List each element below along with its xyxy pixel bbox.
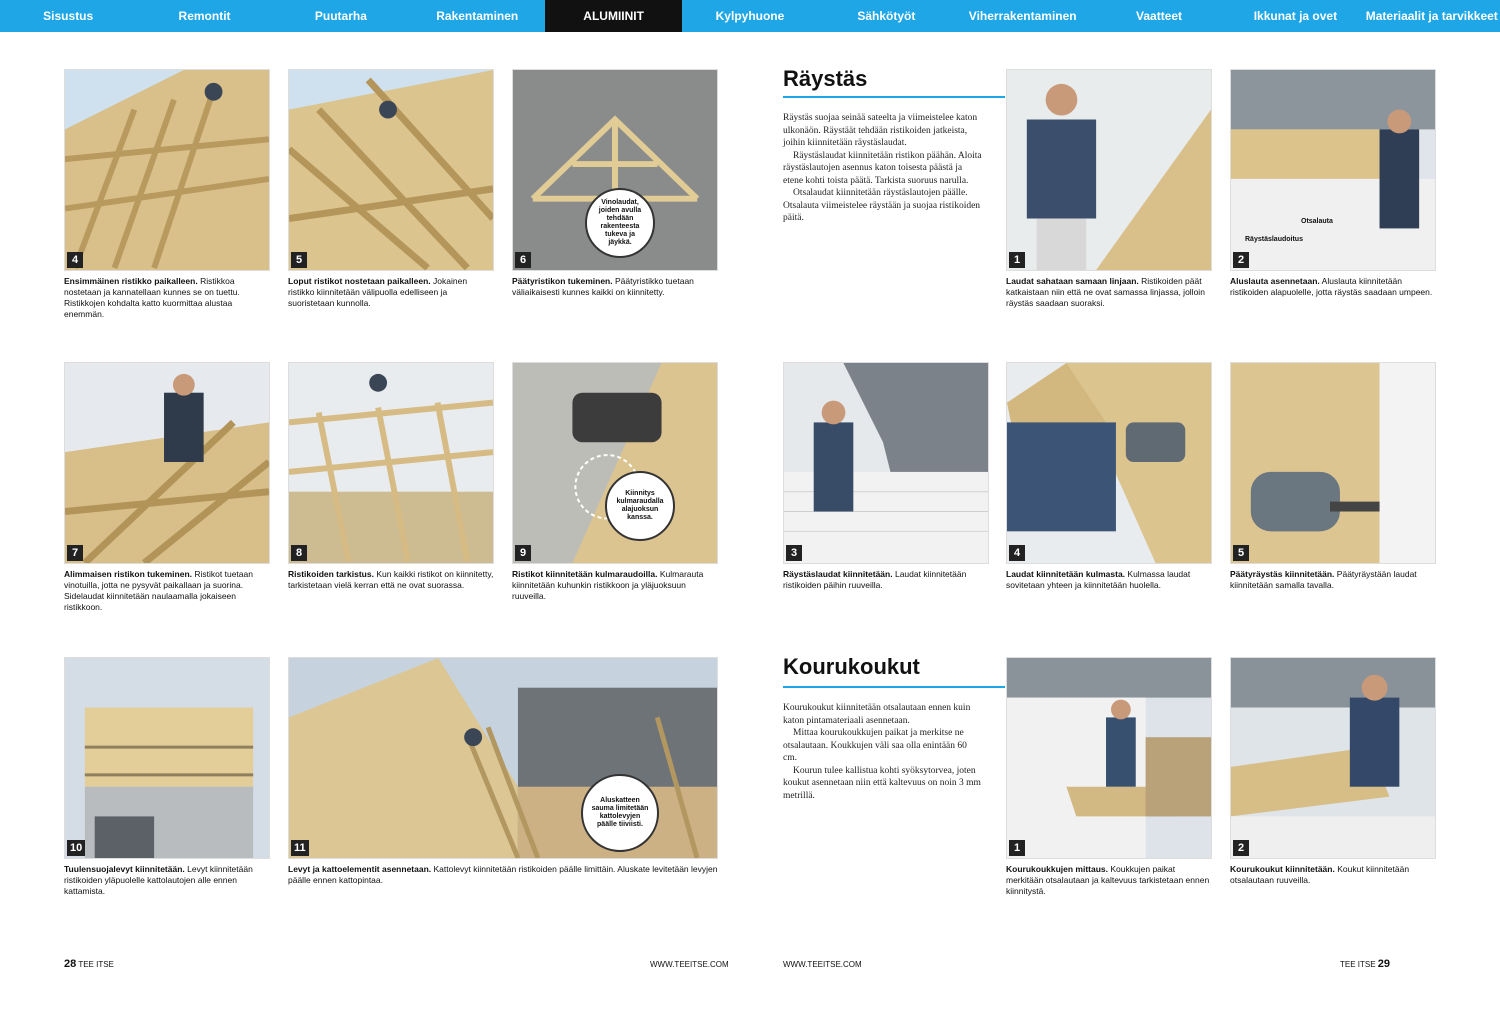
caption-step-10 bbox=[64, 864, 270, 897]
caption-bold: Kourukoukkujen mittaus. bbox=[1006, 864, 1109, 874]
section-title-kourukoukut: Kourukoukut bbox=[783, 654, 920, 679]
body-paragraph: Räystäslaudat kiinnitetään ristikon päähän. Aloita räystäslautojen asennus katon toisesta päästä ja etene kohti toista päätä. Tarkista suoruus narulla. bbox=[783, 150, 982, 186]
caption-bold: Aluslauta asennetaan. bbox=[1230, 276, 1320, 286]
photo-raystas-step-4 bbox=[1006, 362, 1212, 564]
caption-bold: Päätyristikon tukeminen. bbox=[512, 276, 613, 286]
step-number: 7 bbox=[67, 545, 83, 561]
photo-raystas-step-2 bbox=[1230, 69, 1436, 271]
caption-step-4 bbox=[64, 276, 270, 320]
photo-kouru-2-image bbox=[1231, 658, 1435, 858]
nav-item-alumiinit[interactable]: ALUMIINIT bbox=[545, 0, 681, 32]
caption-step-11 bbox=[288, 864, 718, 886]
body-paragraph: Räystäs suojaa seinää sateelta ja viimeistelee katon ulkonäön. Räystäät tehdään ristikoiden jatkeista, joihin kiinnitetään räystäslaudat. bbox=[783, 113, 978, 148]
caption-text: Koukut kiinnitetään otsalautaan ruuveilla. bbox=[1230, 864, 1410, 885]
magazine-name: TEE ITSE bbox=[1340, 960, 1376, 969]
nav-item-puutarha[interactable]: Puutarha bbox=[314, 9, 367, 23]
photo-step-4-roof-trusses bbox=[64, 69, 270, 271]
caption-step-9 bbox=[512, 569, 718, 602]
section-body-raystas bbox=[783, 112, 983, 225]
step-number: 10 bbox=[67, 840, 85, 856]
photo-raystas-1-image bbox=[1007, 70, 1211, 270]
photo-label-raystaslaudoitus: Räystäslaudoitus bbox=[1245, 236, 1303, 243]
footer-url-right[interactable]: WWW.TEEITSE.COM bbox=[783, 960, 862, 969]
caption-text: Päätyristikko tuetaan väliaikaisesti kunnes kaikki on kiinnitetty. bbox=[512, 276, 694, 297]
footer-right bbox=[1340, 958, 1390, 970]
photo-step-7-bracing bbox=[64, 362, 270, 564]
body-paragraph: Kourukoukut kiinnitetään otsalautaan ennen kuin katon pintamateriaali asennetaan. bbox=[783, 703, 971, 726]
caption-raystas-step-3 bbox=[783, 569, 989, 591]
caption-raystas-step-2 bbox=[1230, 276, 1436, 298]
caption-bold: Päätyräystäs kiinnitetään. bbox=[1230, 569, 1335, 579]
step-number: 2 bbox=[1233, 252, 1249, 268]
caption-text: Aluslauta kiinnitetään ristikoiden alapuolelle, jotta räystäs saadaan umpeen. bbox=[1230, 276, 1433, 297]
photo-kouru-1-image bbox=[1007, 658, 1211, 858]
caption-text: Päätyräystään laudat kiinnitetään samalla tavalla. bbox=[1230, 569, 1417, 590]
caption-bold: Ristikot kiinnitetään kulmaraudoilla. bbox=[512, 569, 658, 579]
footer-url-left[interactable]: WWW.TEEITSE.COM bbox=[650, 960, 729, 969]
photo-step-5-image bbox=[289, 70, 493, 270]
photo-raystas-step-1 bbox=[1006, 69, 1212, 271]
title-rule bbox=[783, 96, 1005, 98]
caption-step-5 bbox=[288, 276, 494, 309]
nav-item-kylpyhuone[interactable]: Kylpyhuone bbox=[715, 9, 785, 23]
caption-bold: Ristikoiden tarkistus. bbox=[288, 569, 374, 579]
photo-step-8-image bbox=[289, 363, 493, 563]
caption-bold: Kourukoukut kiinnitetään. bbox=[1230, 864, 1335, 874]
photo-step-6-gable-truss bbox=[512, 69, 718, 271]
caption-raystas-step-5 bbox=[1230, 569, 1436, 591]
photo-step-10-image bbox=[65, 658, 269, 858]
caption-raystas-step-4 bbox=[1006, 569, 1212, 591]
photo-kouru-step-2 bbox=[1230, 657, 1436, 859]
nav-item-rakentaminen[interactable]: Rakentaminen bbox=[436, 9, 519, 23]
caption-text: Levyt kiinnitetään ristikoiden yläpuolelle kattolautojen alle ennen kattamista. bbox=[64, 864, 253, 896]
step-number: 1 bbox=[1009, 252, 1025, 268]
step-number: 9 bbox=[515, 545, 531, 561]
top-navigation bbox=[0, 0, 1500, 32]
body-paragraph: Otsalaudat kiinnitetään räystäslautojen päälle. Otsalauta viimeistelee räystään ja suojaa ristikoiden päitä. bbox=[783, 188, 981, 223]
nav-item-sisustus[interactable]: Sisustus bbox=[43, 9, 94, 23]
caption-text: Kulmarauta kiinnitetään kuhunkin ristikkoon ja yläjuoksuun ruuveilla. bbox=[512, 569, 704, 601]
caption-text: Kulmassa laudat sovitetaan yhteen ja kiinnitetään huolella. bbox=[1006, 569, 1191, 590]
caption-bold: Loput ristikot nostetaan paikalleen. bbox=[288, 276, 431, 286]
photo-raystas-4-image bbox=[1007, 363, 1211, 563]
nav-item-vaatteet[interactable]: Vaatteet bbox=[1136, 9, 1183, 23]
body-paragraph: Kourun tulee kallistua kohti syöksytorvea, joten koukut asennetaan niin että kaltevuus on noin 3 mm metrillä. bbox=[783, 765, 981, 801]
nav-item-sahkotyot[interactable]: Sähkötyöt bbox=[857, 9, 916, 23]
caption-step-8 bbox=[288, 569, 494, 591]
photo-step-7-image bbox=[65, 363, 269, 563]
caption-raystas-step-1 bbox=[1006, 276, 1212, 309]
callout-bubble: Kiinnitys kulmaraudalla alajuoksun kanssa. bbox=[605, 471, 675, 541]
photo-step-5-roof-trusses bbox=[288, 69, 494, 271]
caption-text: Ristikot tuetaan vinotuilla, jotta ne pysyvät paikallaan ja suorina. Sidelaudat kiinnitetään naulaamalla jokaiseen ristikkoon. bbox=[64, 569, 253, 612]
step-number: 8 bbox=[291, 545, 307, 561]
photo-raystas-step-5 bbox=[1230, 362, 1436, 564]
caption-bold: Räystäslaudat kiinnitetään. bbox=[783, 569, 893, 579]
photo-raystas-3-image bbox=[784, 363, 988, 563]
body-paragraph: Mittaa kourukoukkujen paikat ja merkitse ne otsalautaan. Koukkujen väli saa olla enintään 60 cm. bbox=[783, 728, 967, 763]
caption-text: Kun kaikki ristikot on kiinnitetty, tarkistetaan vielä kerran että ne ovat suorassa. bbox=[288, 569, 494, 590]
step-number: 5 bbox=[291, 252, 307, 268]
caption-text: Koukkujen paikat merkitään otsalautaan ja kaltevuus tarkistetaan ennen kiinnitystä. bbox=[1006, 864, 1210, 896]
caption-text: Ristikoiden päät katkaistaan niin että ne ovat samassa linjassa, jolloin räystäs saadaan suoraksi. bbox=[1006, 276, 1205, 308]
photo-label-otsalauta: Otsalauta bbox=[1301, 218, 1333, 225]
photo-raystas-step-3 bbox=[783, 362, 989, 564]
photo-step-9-angle-bracket bbox=[512, 362, 718, 564]
section-body-kourukoukut bbox=[783, 702, 983, 802]
photo-kouru-step-1 bbox=[1006, 657, 1212, 859]
caption-step-7 bbox=[64, 569, 270, 613]
caption-bold: Ensimmäinen ristikko paikalleen. bbox=[64, 276, 198, 286]
caption-bold: Laudat kiinnitetään kulmasta. bbox=[1006, 569, 1126, 579]
caption-bold: Laudat sahataan samaan linjaan. bbox=[1006, 276, 1139, 286]
caption-text: Kattolevyt kiinnitetään ristikoiden päälle limittäin. Aluskate levitetään levyjen päälle ennen kattopintaa. bbox=[288, 864, 718, 885]
page-number: 28 bbox=[64, 958, 77, 970]
step-number: 2 bbox=[1233, 840, 1249, 856]
caption-text: Ristikkoa nostetaan ja kannatellaan kunnes se on tuettu. Ristikkojen kohdalta katto kuormittaa alustaa enemmän. bbox=[64, 276, 240, 319]
step-number: 4 bbox=[67, 252, 83, 268]
nav-item-materiaalit[interactable]: Materiaalit ja tarvikkeet bbox=[1365, 9, 1498, 23]
step-number: 5 bbox=[1233, 545, 1249, 561]
callout-bubble: Vinolaudat, joiden avulla tehdään rakenteesta tukeva ja jäykkä. bbox=[585, 188, 655, 258]
photo-step-9-image bbox=[513, 363, 717, 563]
step-number: 4 bbox=[1009, 545, 1025, 561]
footer-left bbox=[64, 958, 114, 970]
callout-bubble: Aluskatteen sauma limitetään kattolevyjen päälle tiiviisti. bbox=[581, 774, 659, 852]
caption-bold: Alimmaisen ristikon tukeminen. bbox=[64, 569, 193, 579]
photo-step-4-image bbox=[65, 70, 269, 270]
caption-text: Jokainen ristikko kiinnitetään välipuolla edelliseen ja suoristetaan kunnolla. bbox=[288, 276, 468, 308]
photo-raystas-5-image bbox=[1231, 363, 1435, 563]
step-number: 1 bbox=[1009, 840, 1025, 856]
step-number: 3 bbox=[786, 545, 802, 561]
photo-step-11-roof-boards bbox=[288, 657, 718, 859]
title-rule bbox=[783, 686, 1005, 688]
caption-kouru-step-1 bbox=[1006, 864, 1212, 897]
step-number: 6 bbox=[515, 252, 531, 268]
step-number: 11 bbox=[291, 840, 309, 856]
caption-step-6 bbox=[512, 276, 718, 298]
caption-bold: Levyt ja kattoelementit asennetaan. bbox=[288, 864, 432, 874]
nav-item-ikkunat-ja-ovet[interactable]: Ikkunat ja ovet bbox=[1253, 9, 1338, 23]
magazine-name: TEE ITSE bbox=[78, 960, 114, 969]
nav-item-remontit[interactable]: Remontit bbox=[178, 9, 231, 23]
photo-step-10-house-frame bbox=[64, 657, 270, 859]
section-title-raystas: Räystäs bbox=[783, 66, 868, 91]
photo-step-8-truss-check bbox=[288, 362, 494, 564]
page-number: 29 bbox=[1377, 958, 1391, 970]
caption-bold: Tuulensuojalevyt kiinnitetään. bbox=[64, 864, 185, 874]
caption-kouru-step-2 bbox=[1230, 864, 1436, 886]
nav-item-viherrakentaminen[interactable]: Viherrakentaminen bbox=[968, 9, 1077, 23]
caption-text: Laudat kiinnitetään ristikoiden päihin ruuveilla. bbox=[783, 569, 967, 590]
